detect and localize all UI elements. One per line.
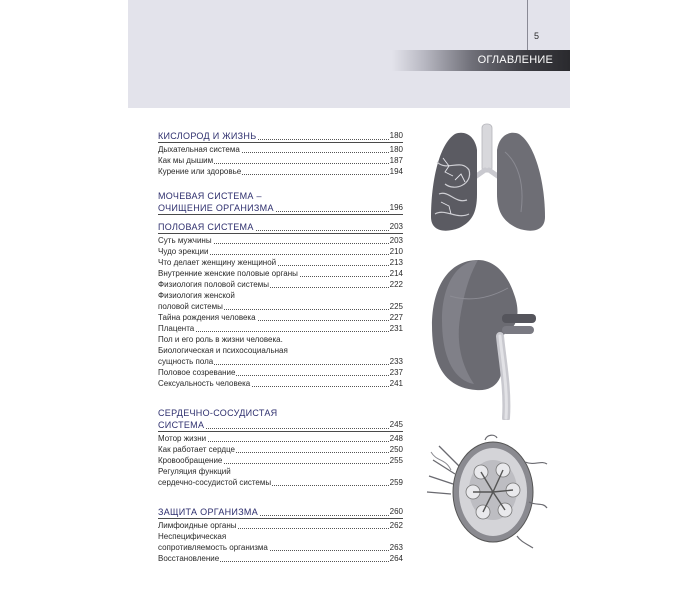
toc-item: Плацента 231 <box>158 324 403 333</box>
section-page: 196 <box>389 203 403 212</box>
toc-item: сущность пола 233 <box>158 357 403 366</box>
section-page: 245 <box>389 420 403 429</box>
toc-section-cardio <box>158 407 403 419</box>
section-title: СИСТЕМА <box>158 420 205 430</box>
toc-item: сопротивляемость организма 263 <box>158 543 403 552</box>
toc-item: Как работает сердце 250 <box>158 445 403 454</box>
section-page: 260 <box>389 507 403 516</box>
page-number: 5 <box>534 31 540 41</box>
toc-section-reproductive <box>158 221 403 233</box>
toc-item: Регуляция функций <box>158 467 231 476</box>
toc-item: сердечно-сосудистой системы 259 <box>158 478 403 487</box>
toc-item: Половое созревание 237 <box>158 368 403 377</box>
toc-item: Лимфоидные органы 262 <box>158 521 403 530</box>
section-title: ОЧИЩЕНИЕ ОРГАНИЗМА <box>158 203 274 213</box>
toc-item: Мотор жизни 248 <box>158 434 403 443</box>
toc-item: Биологическая и психосоциальная <box>158 346 288 355</box>
toc-item: Курение или здоровье 194 <box>158 167 403 176</box>
toc-item: Восстановление 264 <box>158 554 403 563</box>
section-title: ЗАЩИТА ОРГАНИЗМА <box>158 507 259 517</box>
lymph-node-illustration <box>425 432 550 550</box>
lungs-illustration <box>425 122 550 240</box>
section-title: ПОЛОВАЯ СИСТЕМА <box>158 222 254 232</box>
table-of-contents <box>158 130 403 564</box>
section-page: 203 <box>389 222 403 231</box>
kidney-illustration <box>430 258 555 420</box>
title-bar <box>392 50 570 71</box>
section-title: СЕРДЕЧНО-СОСУДИСТАЯ <box>158 408 278 418</box>
toc-section-oxygen <box>158 130 403 142</box>
section-title: КИСЛОРОД И ЖИЗНЬ <box>158 131 257 141</box>
toc-item: Что делает женщину женщиной 213 <box>158 258 403 267</box>
toc-item: Пол и его роль в жизни человека. <box>158 335 283 344</box>
toc-item: Чудо эрекции 210 <box>158 247 403 256</box>
toc-item: Физиология женской <box>158 291 235 300</box>
toc-item: Внутренние женские половые органы 214 <box>158 269 403 278</box>
header-divider <box>527 0 528 50</box>
toc-item: Тайна рождения человека 227 <box>158 313 403 322</box>
toc-section-cardio-line2 <box>158 419 403 431</box>
toc-item: Неспецифическая <box>158 532 227 541</box>
toc-item: половой системы 225 <box>158 302 403 311</box>
section-page: 180 <box>389 131 403 140</box>
toc-item: Дыхательная система 180 <box>158 145 403 154</box>
toc-section-urinary <box>158 190 403 202</box>
toc-section-defense <box>158 506 403 518</box>
toc-item: Суть мужчины 203 <box>158 236 403 245</box>
page-title: ОГЛАВЛЕНИЕ <box>477 54 553 66</box>
section-title: МОЧЕВАЯ СИСТЕМА – <box>158 191 262 201</box>
toc-item: Физиология половой системы 222 <box>158 280 403 289</box>
toc-item: Как мы дышим 187 <box>158 156 403 165</box>
toc-section-urinary-line2 <box>158 202 403 214</box>
toc-item: Сексуальность человека 241 <box>158 379 403 388</box>
toc-item: Кровообращение 255 <box>158 456 403 465</box>
